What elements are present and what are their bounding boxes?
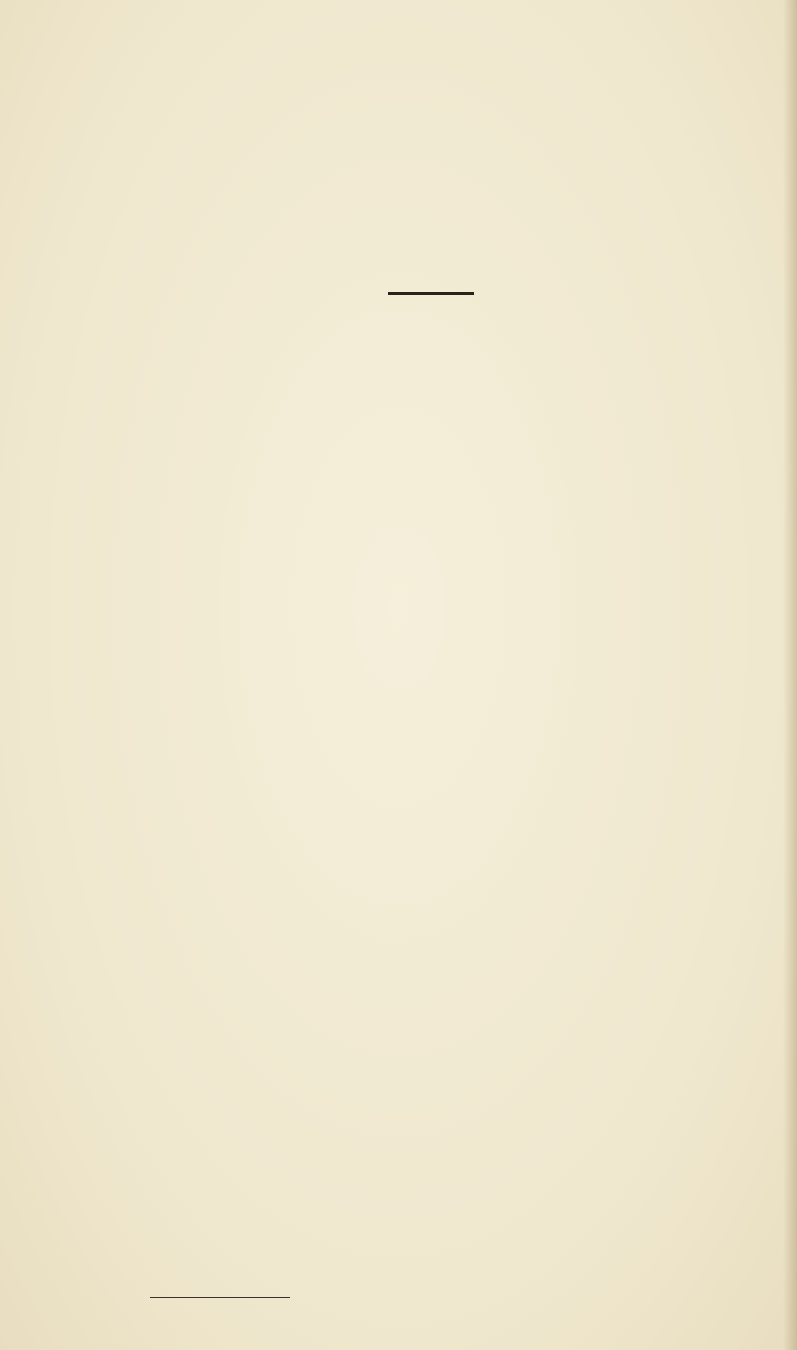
section-divider [388,292,474,295]
footnote [163,1306,167,1326]
footnote-rule [150,1297,290,1298]
page-edge-shadow [783,0,797,1350]
